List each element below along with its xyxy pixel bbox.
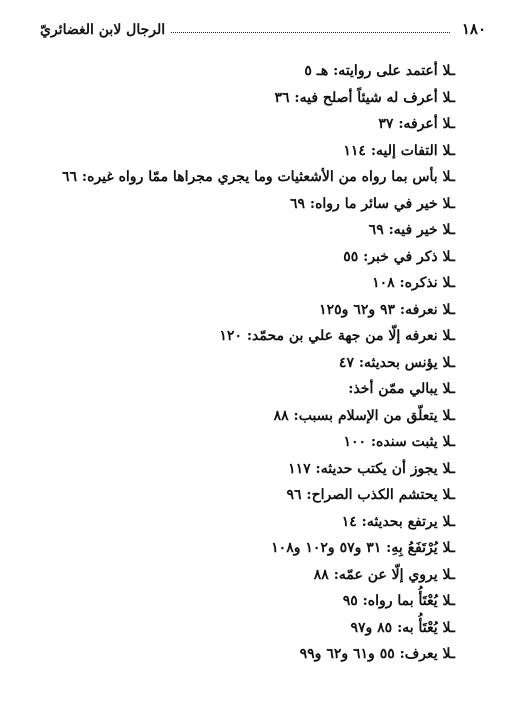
index-entry: ـلا أعرفه: ٣٧ xyxy=(378,116,455,132)
index-entry: ـلا نذكره: ١٠٨ xyxy=(372,275,455,291)
running-title: الرجال لابن الغضائريّ xyxy=(40,22,166,38)
page-number: ١٨٠ xyxy=(461,20,486,38)
index-entry: ـلا نعرفه إلّا من جهة علي بن محمّد: ١٢٠ xyxy=(219,328,455,344)
index-entry: ـلا خير فيه: ٦٩ xyxy=(368,222,455,238)
index-entry: ـلا يثبت سنده: ١٠٠ xyxy=(343,434,455,450)
page-header xyxy=(40,12,486,38)
index-entry: ـلا يعرف: ٥٥ و٦١ و٦٢ و٩٩ xyxy=(299,646,455,662)
index-entry: ـلا يروي إلّا عن عمّه: ٨٨ xyxy=(313,566,455,583)
index-entry: ـلا يؤنس بحديثه: ٤٧ xyxy=(338,354,455,371)
index-entry: ـلا يُعْتَأُ بما رواه: ٩٥ xyxy=(342,593,455,609)
index-entry: ـلا يحتشم الكذب الصراح: ٩٦ xyxy=(286,487,455,503)
index-entry: ـلا نعرفه: ٩٣ و٦٢ و١٢٥ xyxy=(319,301,455,318)
index-entry: ـلا ذكر في خبر: ٥٥ xyxy=(343,248,455,265)
index-entry: ـلا يرتفع بحديثه: ١٤ xyxy=(341,513,455,530)
index-entry: ـلا أعرف له شيئاً أصلح فيه: ٣٦ xyxy=(274,89,455,106)
index-entry: ـلا يجوز أن يكتب حديثه: ١١٧ xyxy=(288,460,455,477)
index-entry: ـلا يتعلّق من الإسلام بسبب: ٨٨ xyxy=(273,407,455,424)
index-entry: ـلا يُرْتَفَعُ بِهِ: ٣١ و٥٧ و١٠٢ و١٠٨ xyxy=(271,540,455,556)
index-entry: ـلا يبالي ممّن أخذ: xyxy=(348,381,455,397)
index-list xyxy=(35,58,455,668)
dotted-leader xyxy=(171,31,450,33)
index-entry: ـلا أعتمد على روايته: هـ ٥ xyxy=(304,63,455,79)
index-entry: ـلا يُعْتَأُ به: ٨٥ و٩٧ xyxy=(350,619,455,636)
index-entry: ـلا التفات إليه: ١١٤ xyxy=(343,142,455,159)
index-entry: ـلا خير في سائر ما رواه: ٦٩ xyxy=(289,195,455,212)
index-entry: ـلا بأس بما رواه من الأشعثيات وما يجري مجراها ممّا رواه غيره: ٦٦ xyxy=(62,169,455,185)
